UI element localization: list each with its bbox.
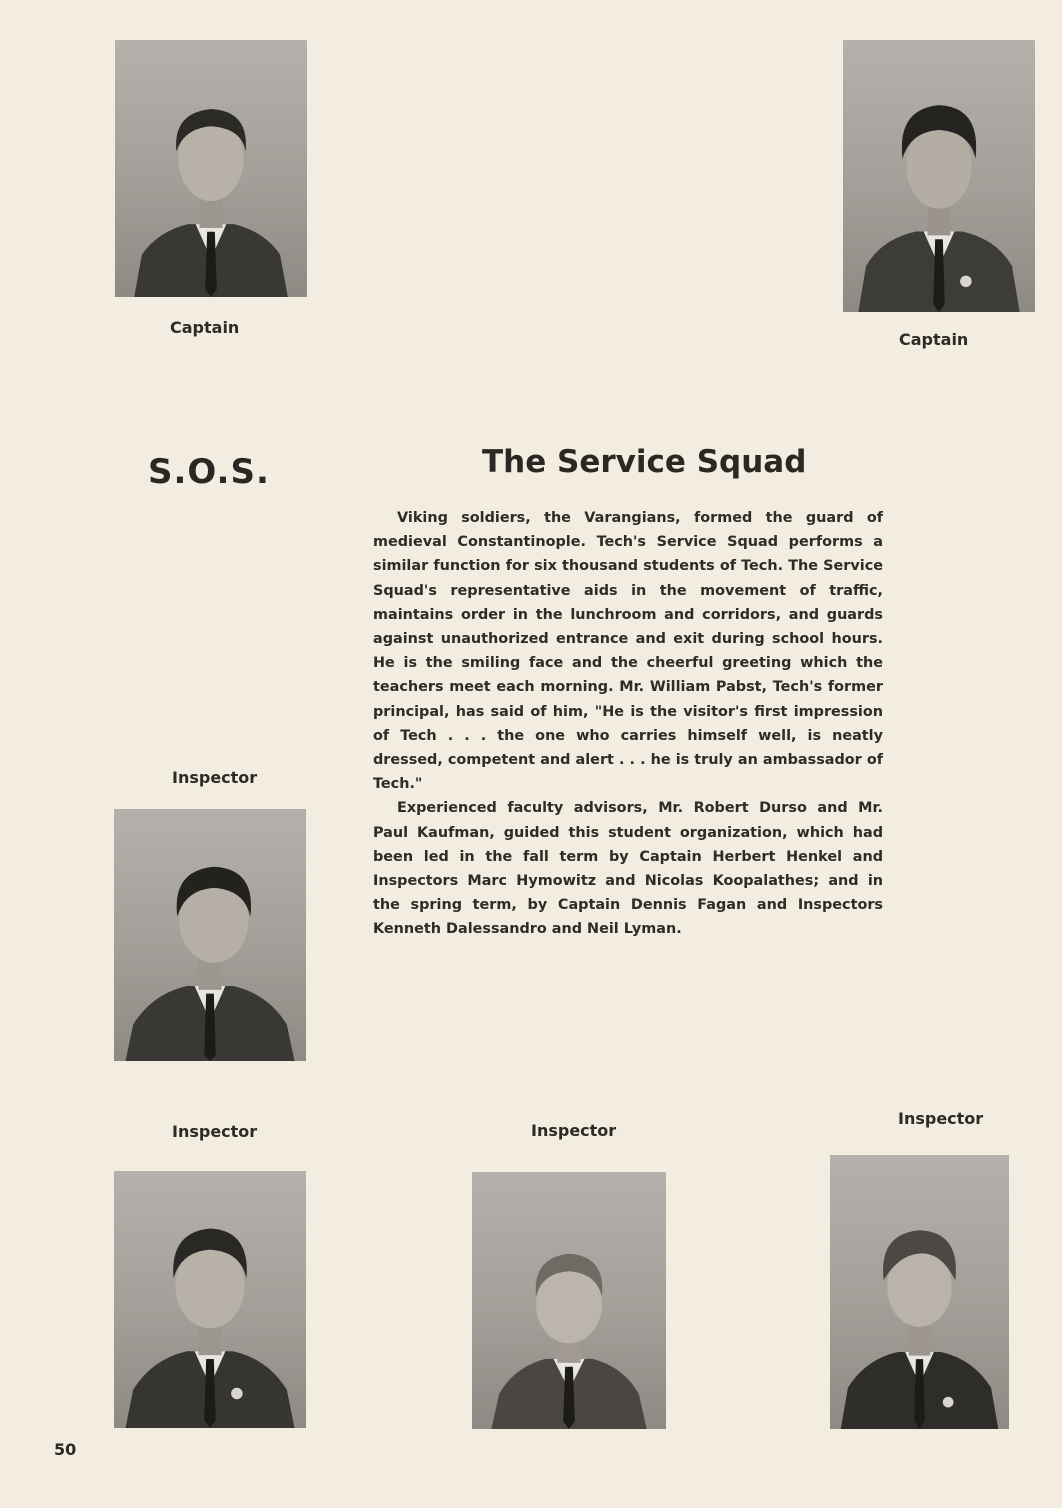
paragraph-2: Experienced faculty advisors, Mr. Robert Durso and Mr. Paul Kaufman, guided this student organization, which had been led in the fall term by Captain Herbert Henkel and Inspectors Marc Hymowitz and Nicolas Koopalathes; and in the spring term, by Captain Dennis Fagan and Inspectors Kenneth Dalessandro and Neil Lyman.: [373, 800, 883, 938]
portrait-photo-inspector-2: [114, 1171, 306, 1428]
portrait-caption-captain-1: Captain: [170, 318, 240, 337]
portrait-caption-inspector-4: Inspector: [898, 1109, 984, 1128]
page-number: 50: [54, 1440, 77, 1459]
page-title: The Service Squad: [482, 444, 807, 480]
paragraph-1: Viking soldiers, the Varangians, formed the guard of medieval Constantinople. Tech's Service Squad performs a similar function for six thousand students of Tech. The Service Squad's representative aids in the movement of traffic, maintains order in the lunchroom and corridors, and guards against unauthorized entrance and exit during school hours. He is the smiling face and the cheerful greeting which the teachers meet each morning. Mr. William Pabst, Tech's former principal, has said of him, "He is the visitor's first impression of Tech . . . the one who carries himself well, is neatly dressed, competent and alert . . . he is truly an ambassador of Tech.": [373, 510, 883, 793]
portrait-photo-captain-1: [115, 40, 307, 297]
portrait-photo-inspector-1: [114, 809, 306, 1061]
portrait-photo-inspector-3: [472, 1172, 666, 1429]
portrait-caption-captain-2: Captain: [899, 330, 969, 349]
article-body: [373, 506, 883, 942]
portrait-photo-captain-2: [843, 40, 1035, 312]
portrait-caption-inspector-1: Inspector: [172, 768, 258, 787]
portrait-photo-inspector-4: [830, 1155, 1009, 1429]
portrait-caption-inspector-3: Inspector: [531, 1121, 617, 1140]
portrait-caption-inspector-2: Inspector: [172, 1122, 258, 1141]
section-mark: S.O.S.: [148, 452, 270, 492]
